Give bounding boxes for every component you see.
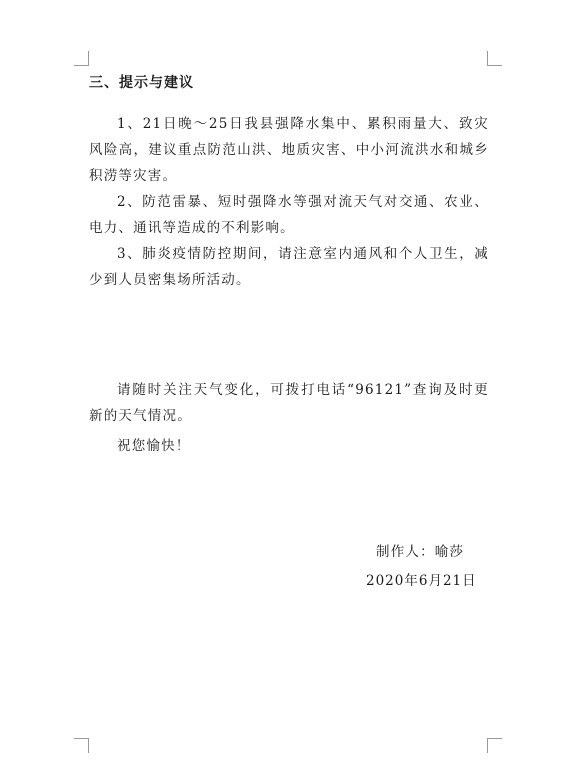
- margin-corner-bottom-left: [74, 738, 89, 753]
- margin-corner-bottom-right: [487, 738, 502, 753]
- margin-corner-top-right: [487, 51, 502, 66]
- date-line: 2020年6月21日: [366, 573, 477, 589]
- paragraph-advice-3: 3、肺炎疫情防控期间，请注意室内通风和个人卫生，减少到人员密集场所活动。: [89, 246, 489, 288]
- section-heading: 三、提示与建议: [89, 75, 194, 91]
- paragraph-advice-2: 2、防范雷暴、短时强降水等强对流天气对交通、农业、电力、通讯等造成的不利影响。: [89, 194, 489, 236]
- author-line: 制作人：喻莎: [376, 544, 465, 560]
- paragraph-advice-1: 1、21日晚～25日我县强降水集中、累积雨量大、致灾风险高，建议重点防范山洪、地质灾害、中小河流洪水和城乡积涝等灾害。: [89, 116, 489, 184]
- greeting: 祝您愉快！: [117, 438, 191, 454]
- margin-corner-top-left: [74, 51, 89, 66]
- paragraph-hotline: 请随时关注天气变化，可拨打电话“96121”查询及时更新的天气情况。: [89, 382, 489, 424]
